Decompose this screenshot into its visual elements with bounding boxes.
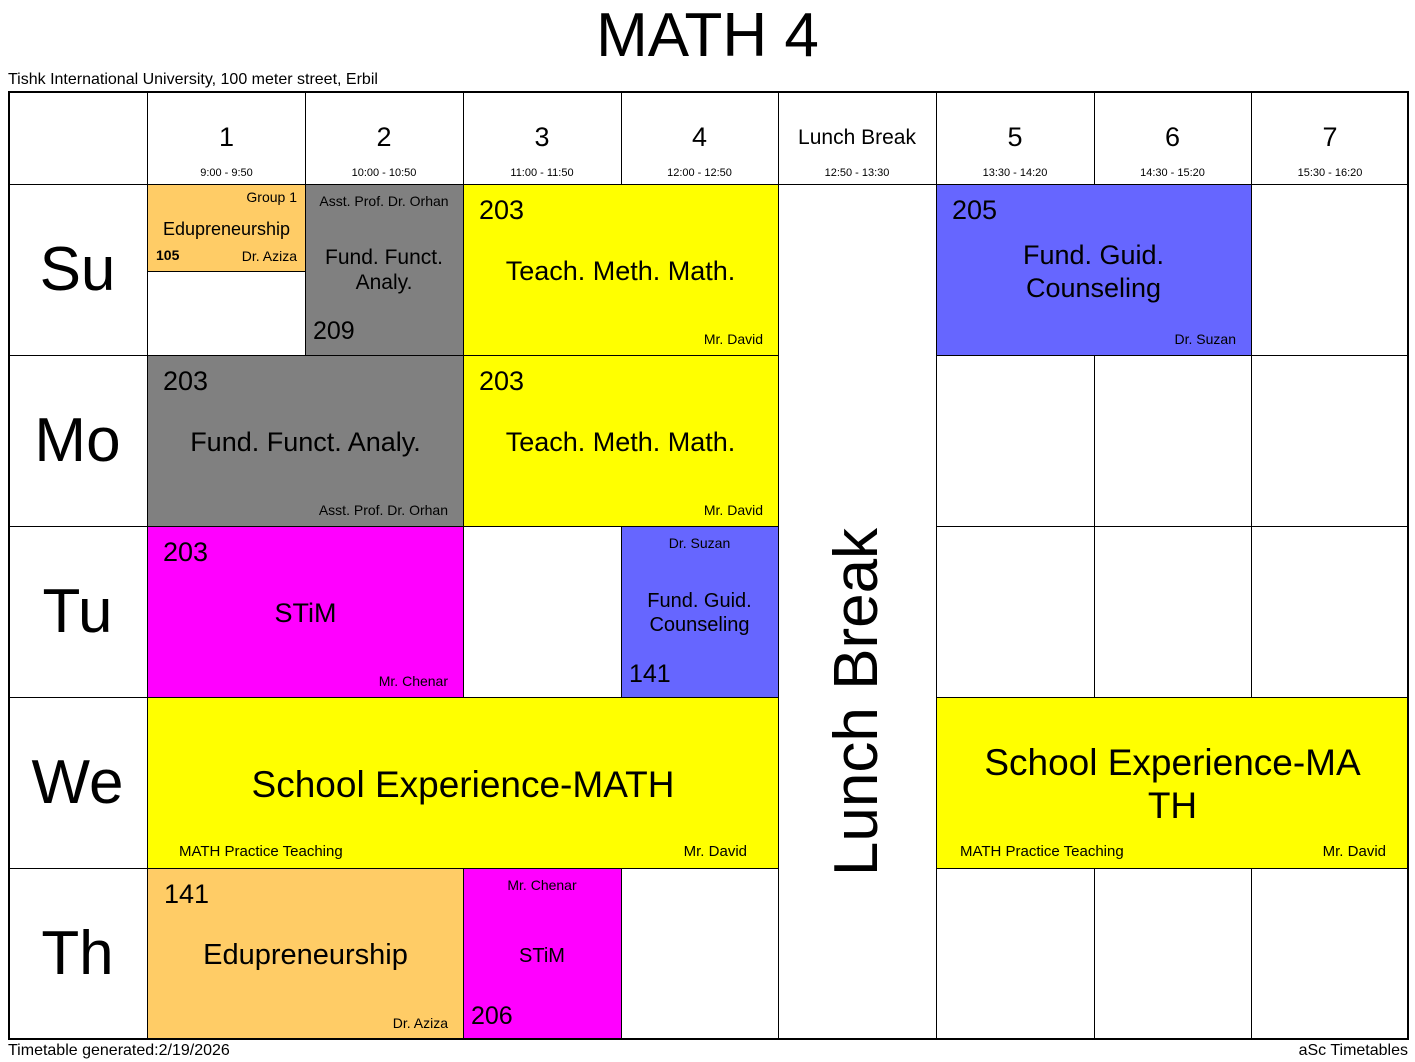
lesson-card-we-school-experience-2[interactable]	[936, 698, 1409, 869]
period-label: 3	[534, 122, 550, 152]
room-label: 141	[164, 879, 210, 909]
subject-label: Fund. Funct. Analy.	[190, 427, 421, 457]
lunch-break-label: Lunch Break	[822, 527, 891, 877]
period-label: 7	[1322, 122, 1338, 152]
day-label-mo: Mo	[34, 406, 121, 475]
subject-label: Analy.	[355, 271, 413, 294]
teacher-label: Mr. David	[1322, 843, 1386, 860]
period-header-2	[305, 91, 463, 185]
grid-line	[148, 271, 305, 272]
subject-label: STiM	[274, 598, 337, 628]
subject-label: Edupreneurship	[162, 219, 291, 239]
subject-label: Teach. Meth. Math.	[505, 256, 736, 286]
teacher-label: Dr. Aziza	[241, 248, 297, 264]
subject-label: Fund. Guid.	[647, 590, 752, 612]
lesson-card-th-edupreneurship[interactable]	[148, 869, 463, 1040]
school-address: Tishk International University, 100 meter street, Erbil	[8, 71, 378, 88]
period-label: 1	[218, 122, 235, 152]
group-label: MATH Practice Teaching	[179, 843, 343, 860]
lesson-card-su-fund-guid-counseling[interactable]	[936, 185, 1251, 356]
grid-line	[936, 526, 1409, 527]
room-label: 203	[163, 366, 209, 396]
page-title: MATH 4	[596, 1, 819, 70]
grid-line	[936, 91, 937, 1040]
teacher-label: Mr. Chenar	[378, 673, 448, 689]
period-time: 14:30 - 15:20	[1140, 167, 1205, 179]
lesson-card-mo-teach-meth-math[interactable]	[463, 356, 778, 527]
room-label: 209	[313, 317, 355, 345]
grid-line	[147, 91, 148, 1040]
period-label: Lunch Break	[798, 126, 916, 149]
grid-line	[305, 185, 306, 356]
grid-line	[8, 355, 778, 356]
grid-line	[1407, 91, 1409, 1040]
room-label: 141	[629, 660, 671, 688]
grid-line	[621, 869, 622, 1040]
lesson-card-su-teach-meth-math[interactable]	[463, 185, 778, 356]
grid-line	[621, 91, 622, 185]
brand-label: aSc Timetables	[1298, 1042, 1408, 1059]
day-label-th: Th	[41, 919, 114, 988]
subject-label: Fund. Guid.	[1022, 240, 1165, 270]
grid-line	[1094, 869, 1095, 1040]
subject-label: School Experience-MA	[984, 742, 1361, 783]
day-label-we: We	[31, 748, 124, 817]
teacher-label: Mr. David	[703, 331, 763, 347]
subject-label: Teach. Meth. Math.	[505, 427, 736, 457]
room-label: 105	[156, 247, 180, 263]
room-label: 206	[471, 1002, 513, 1030]
grid-line	[8, 868, 778, 869]
period-time: 12:50 - 13:30	[824, 167, 890, 179]
period-time: 13:30 - 14:20	[982, 167, 1048, 179]
period-header-3	[463, 91, 621, 185]
group-label: MATH Practice Teaching	[960, 843, 1124, 860]
grid-line	[1094, 356, 1095, 698]
lesson-card-mo-fund-funct-analy[interactable]	[148, 356, 463, 527]
lesson-card-we-school-experience-1[interactable]	[148, 698, 778, 869]
teacher-label: Asst. Prof. Dr. Orhan	[318, 502, 448, 518]
grid-line	[1251, 869, 1252, 1040]
grid-line	[463, 527, 464, 698]
lesson-card-th-stim[interactable]	[463, 869, 621, 1040]
grid-line	[8, 91, 10, 1040]
grid-line	[936, 697, 1409, 698]
grid-line	[8, 91, 1409, 93]
grid-line	[1094, 91, 1095, 185]
lesson-card-su-fund-funct-analy[interactable]	[305, 185, 463, 356]
period-header-5	[936, 91, 1094, 185]
period-header-lunch	[778, 91, 936, 185]
grid-line	[8, 697, 778, 698]
period-header-1	[148, 91, 305, 185]
teacher-label: Dr. Suzan	[1174, 331, 1236, 347]
subject-label: Edupreneurship	[203, 939, 408, 971]
period-time: 9:00 - 9:50	[200, 167, 253, 179]
room-label: 203	[479, 366, 525, 396]
grid-line	[463, 91, 464, 527]
period-time: 10:00 - 10:50	[351, 167, 417, 179]
grid-line	[778, 91, 779, 1040]
teacher-label: Asst. Prof. Dr. Orhan	[319, 193, 449, 209]
grid-line	[463, 869, 464, 1040]
day-label-su: Su	[39, 235, 116, 304]
period-header-7	[1251, 91, 1409, 185]
teacher-label: Mr. Chenar	[507, 877, 577, 893]
grid-line	[8, 184, 1409, 185]
period-header-6	[1094, 91, 1251, 185]
subject-label: Counseling	[1025, 273, 1162, 303]
room-label: 205	[952, 195, 998, 225]
room-label: 203	[479, 195, 525, 225]
grid-line	[936, 868, 1409, 869]
period-time: 11:00 - 11:50	[510, 167, 574, 179]
teacher-label: Dr. Aziza	[392, 1015, 448, 1031]
lesson-card-su-edupreneurship[interactable]	[148, 185, 305, 271]
period-label: 2	[376, 122, 392, 152]
grid-line	[1251, 91, 1252, 698]
day-label-tu: Tu	[42, 577, 113, 646]
group-label: Group 1	[246, 189, 297, 205]
grid-line	[305, 91, 306, 185]
subject-label: School Experience-MATH	[251, 764, 675, 805]
grid-line	[8, 526, 778, 527]
grid-line	[8, 1038, 1409, 1040]
period-time: 12:00 - 12:50	[667, 167, 732, 179]
period-time: 15:30 - 16:20	[1297, 167, 1363, 179]
teacher-label: Mr. David	[703, 502, 763, 518]
grid-line	[936, 355, 1409, 356]
period-header-4	[621, 91, 778, 185]
teacher-label: Mr. David	[683, 843, 747, 860]
subject-label: Counseling	[649, 614, 750, 636]
generated-date: Timetable generated:2/19/2026	[8, 1042, 230, 1059]
period-label: 5	[1007, 122, 1023, 152]
subject-label: Fund. Funct.	[325, 246, 443, 269]
subject-label: TH	[1147, 785, 1198, 826]
timetable-grid	[8, 91, 1409, 1040]
teacher-label: Dr. Suzan	[668, 535, 731, 551]
lesson-card-tu-stim[interactable]	[148, 527, 463, 698]
period-label: 6	[1164, 122, 1181, 152]
room-label: 203	[163, 537, 209, 567]
grid-line	[621, 527, 622, 698]
period-label: 4	[691, 122, 708, 152]
lesson-card-tu-fund-guid-counseling[interactable]	[621, 527, 778, 698]
subject-label: STiM	[519, 945, 565, 967]
